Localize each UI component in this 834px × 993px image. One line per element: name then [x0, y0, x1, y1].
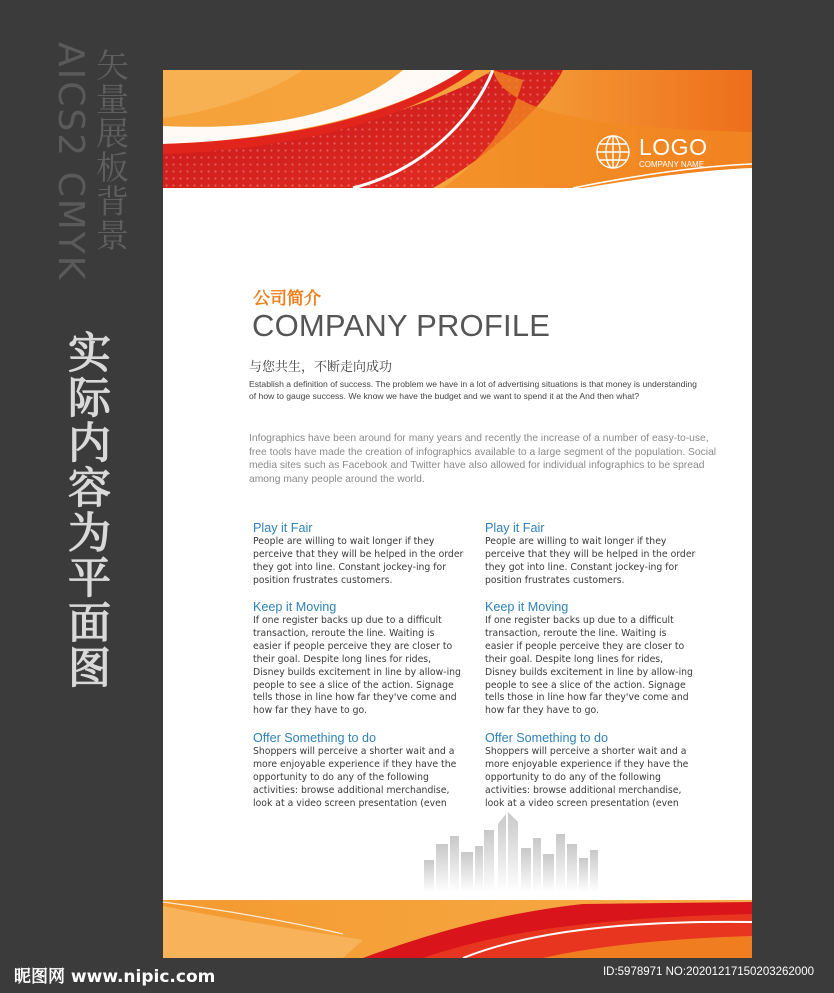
section-play-it-fair	[253, 521, 465, 600]
title-cn: 公司简介	[253, 289, 321, 309]
section-heading: Offer Something to do	[253, 731, 376, 745]
side-vector-board-text: 矢量展板背景	[91, 48, 130, 252]
section-body: Shoppers will perceive a shorter wait and a more enjoyable experience if they have the opportunity to do any of the following activities: browse additional merchandise, look at a video screen presentation (even	[485, 746, 689, 809]
section-body: If one register backs up due to a difficult transaction, reroute the line. Waiting is easier if people perceive they are closer to their goal. Despite long lines for rides, Disney builds excitement in line by allow-ing people to see a slice of the action. Signage tells those in line how far they've come and how far they have to go.	[253, 615, 461, 717]
subtitle-cn: 与您共生，不断走向成功	[249, 360, 393, 375]
footer-banner	[163, 900, 752, 958]
section-heading: Keep it Moving	[253, 600, 337, 614]
header-banner	[163, 70, 752, 192]
section-body: People are willing to wait longer if they perceive that they will be helped in the order they got into line. Constant jockey-ing for position frustrates customers.	[485, 536, 696, 586]
content-column-right	[485, 521, 697, 810]
section-heading: Keep it Moving	[485, 600, 569, 614]
intro-paragraph-2: Infographics have been around for many years and recently the increase of a number of easy-to-use, free tools have made the creation of infographics available to a large segment of the population. Social media sites such as Facebook and Twitter have also allowed for individual infographics to be spread among many people around the world.	[249, 433, 717, 485]
section-offer-something	[485, 731, 697, 810]
poster	[163, 70, 752, 958]
side-flat-notice-text: 实际内容为平面图	[61, 330, 111, 690]
logo-text: LOGO	[639, 134, 708, 160]
section-heading: Play it Fair	[253, 521, 313, 535]
city-skyline	[418, 808, 608, 892]
title-en: COMPANY PROFILE	[252, 308, 551, 343]
section-body: People are willing to wait longer if they perceive that they will be helped in the order they got into line. Constant jockey-ing for position frustrates customers.	[253, 536, 464, 586]
section-play-it-fair	[485, 521, 697, 600]
content-column-left	[253, 521, 465, 810]
section-heading: Play it Fair	[485, 521, 545, 535]
section-keep-it-moving	[253, 600, 465, 731]
watermark-id: ID:5978971 NO:20201217150203262000	[602, 966, 814, 978]
section-body: Shoppers will perceive a shorter wait and a more enjoyable experience if they have the opportunity to do any of the following activities: browse additional merchandise, look at a video screen presentation (even	[253, 746, 457, 809]
section-keep-it-moving	[485, 600, 697, 731]
watermark-site: 昵图网 www.nipic.com	[14, 967, 216, 987]
side-format-text: AICS2 CMYK	[50, 42, 91, 282]
globe-icon	[595, 134, 631, 170]
intro-paragraph-1: Establish a definition of success. The problem we have in a lot of advertising situations is that money is understanding of how to gauge success. We know we have the budget and we want to spend it at the And then what?	[249, 379, 697, 402]
section-offer-something	[253, 731, 465, 810]
section-heading: Offer Something to do	[485, 731, 608, 745]
section-body: If one register backs up due to a difficult transaction, reroute the line. Waiting is easier if people perceive they are closer to their goal. Despite long lines for rides, Disney builds excitement in line by allow-ing people to see a slice of the action. Signage tells those in line how far they've come and how far they have to go.	[485, 615, 693, 717]
logo-company-name: COMPANY NAME	[639, 160, 705, 169]
